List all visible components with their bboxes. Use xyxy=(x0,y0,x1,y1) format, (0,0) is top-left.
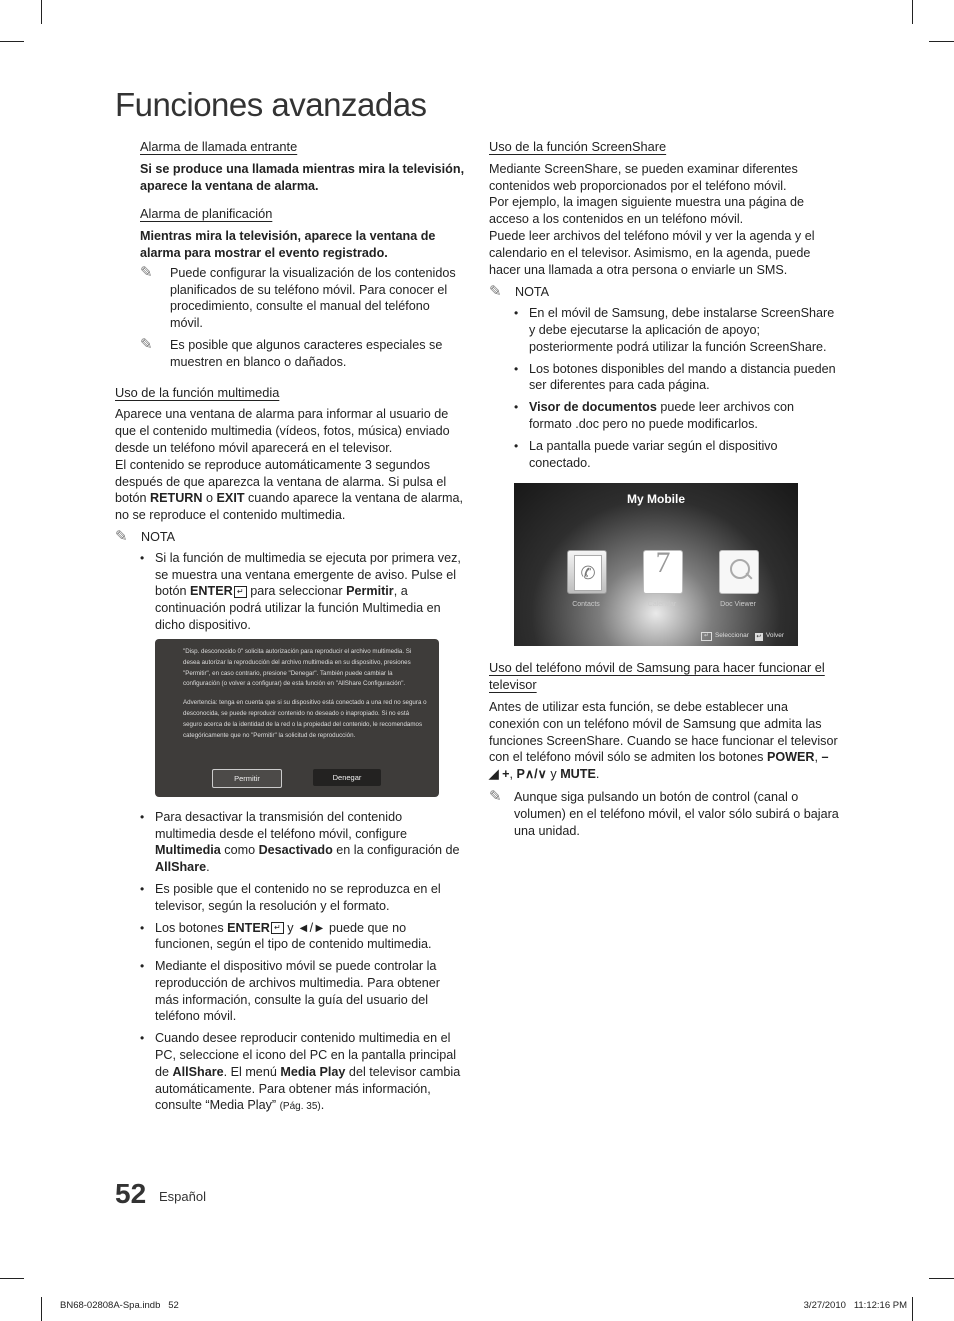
page-number: 52 xyxy=(115,1178,147,1209)
crop-mark xyxy=(41,0,42,24)
alarma-planificacion-section xyxy=(140,206,465,370)
calendar-label: Calendar xyxy=(647,601,677,609)
nota-label: NOTA xyxy=(515,285,550,300)
nota-label: NOTA xyxy=(141,529,176,544)
language-label: Español xyxy=(159,1189,206,1204)
nota-header xyxy=(489,284,839,301)
doc-viewer-label: Doc Viewer xyxy=(720,601,756,609)
denegar-button[interactable]: Denegar xyxy=(313,769,381,786)
note xyxy=(140,265,465,332)
list-item: • Los botones ENTER ↵ y ◄/► puede que no funcionen, según el tipo de contenido multimedia. xyxy=(140,920,465,954)
paragraph: El contenido se reproduce automáticamente 3 segundos después de que aparezca la ventana de alarma. Si pulsa el botón RETURN o EXIT cuando aparece la ventana de alarma, no se reproduce el contenido multimedia. xyxy=(115,457,463,523)
crop-mark xyxy=(912,0,913,24)
note-text: Puede configurar la visualización de los contenidos planificados de su teléfono móvil. Para conocer el procedimiento, consulte el manual del teléfono móvil. xyxy=(170,265,456,331)
my-mobile-footer: ↵ Seleccionar ↩ Volver xyxy=(701,628,784,645)
contacts-label: Contacts xyxy=(572,601,600,609)
footer-left: BN68-02808A-Spa.indb 52 xyxy=(60,1300,179,1311)
list-item: • Para desactivar la transmisión del contenido multimedia desde el teléfono móvil, configure Multimedia como Desactivado en la configuración de AllShare. xyxy=(140,809,465,876)
multimedia-bullets xyxy=(140,550,465,634)
crop-mark xyxy=(929,1278,954,1279)
pencil-icon: ✎ xyxy=(489,283,502,301)
list-item: • Cuando desee reproducir contenido multimedia en el PC, seleccione el icono del PC en la pantalla principal de AllShare. El menú Media Play del televisor cambia automáticamente. Para obtener más información, consulte “Media Play” (Pág. 35). xyxy=(140,1030,465,1116)
page-title: Funciones avanzadas xyxy=(115,86,427,123)
contacts-icon[interactable]: ✆ xyxy=(567,550,607,594)
list-item: • La pantalla puede variar según el dispositivo conectado. xyxy=(514,438,839,472)
permitir-button[interactable]: Permitir xyxy=(212,769,282,788)
section-heading: Uso de la función multimedia xyxy=(115,384,280,400)
paragraph: Aparece una ventana de alarma para informar al usuario de que el contenido multimedia (vídeos, fotos, música) enviado desde un teléfono móvil aparecerá en el televisor. xyxy=(115,407,450,455)
note-text: Es posible que algunos caracteres especiales se muestren en blanco o dañados. xyxy=(170,337,443,369)
multimedia-bullets-2 xyxy=(140,809,465,1117)
dialog-warning: Advertencia: tenga en cuenta que si su dispositivo está conectado a una red no segura o desconocida, se puede reproducir contenido no deseado o inapropiado. Si no está seguro acerca de la identidad de la red o la propiedad del contenido, le recomendamos categóricamente que no "Permitir" la solicitud de reproducción. xyxy=(183,699,427,740)
paragraph: Puede leer archivos del teléfono móvil y ver la agenda y el calendario en el televisor. Asimismo, en la agenda, puede hacer una llamada a otra persona o enviarle un SMS. xyxy=(489,228,815,277)
crop-mark xyxy=(41,1297,42,1321)
section-heading: Uso del teléfono móvil de Samsung para hacer funcionar el televisor xyxy=(489,660,825,693)
pencil-icon: ✎ xyxy=(115,527,128,545)
alarm-dialog xyxy=(155,639,439,797)
note xyxy=(489,789,839,839)
note-text: Aunque siga pulsando un botón de control (canal o volumen) en el teléfono móvil, el valor sólo subirá o bajara una unidad. xyxy=(514,789,839,838)
list-item: • Mediante el dispositivo móvil se puede controlar la reproducción de archivos multimedia. Para obtener más información, consulte la guía del usuario del teléfono móvil. xyxy=(140,958,465,1025)
section-heading: Uso de la función ScreenShare xyxy=(489,139,667,154)
list-item: • Si la función de multimedia se ejecuta por primera vez, se muestra una ventana emergente de aviso. Pulse el botón ENTER ↵ para seleccionar Permitir, a continuación podrá utilizar la función Multimedia en dicho dispositivo. xyxy=(140,550,465,634)
paragraph: Antes de utilizar esta función, se debe establecer una conexión con un teléfono móvil de Samsung que admita las funciones ScreenShare. Cuando se hace funcionar el televisor con el teléfono móvil sólo se admiten los botones POWER, – ◢ +, P∧/∨ y MUTE. xyxy=(489,699,838,782)
list-item: • En el móvil de Samsung, debe instalarse ScreenShare y debe ejecutarse la aplicación de apoyo; posteriormente podrá utilizar la función ScreenShare. xyxy=(514,305,839,355)
enter-icon: ↵ xyxy=(234,586,247,598)
paragraph: Mediante ScreenShare, se pueden examinar diferentes contenidos web proporcionados por el teléfono móvil. xyxy=(489,161,798,193)
exit-key: EXIT xyxy=(216,491,245,506)
dialog-text: "Disp. desconocido 0" solicita autorización para reproducir el archivo multimedia. Si desea autorizar la reproducción del archivo multimedia en su dispositivo, presiones "Permitir", en caso contrario, presione "Denegar". También puede cambiar la configuración (o volver a configurar) de esta función en "AllShare Configuración". xyxy=(183,647,412,688)
multimedia-section xyxy=(115,385,465,1117)
nota-header xyxy=(115,529,465,546)
note xyxy=(140,337,465,371)
list-item: • Visor de documentos puede leer archivos con formato .doc pero no puede modificarlos. xyxy=(514,399,839,433)
volume-icon: – ◢ + xyxy=(489,750,829,782)
screenshare-bullets xyxy=(514,305,839,471)
my-mobile-title: My Mobile xyxy=(626,492,685,507)
list-item: • Es posible que el contenido no se reproduzca en el televisor, según la resolución y el formato. xyxy=(140,881,465,915)
crop-mark xyxy=(912,1297,913,1321)
crop-mark xyxy=(929,41,954,42)
enter-icon: ↵ xyxy=(701,632,712,641)
channel-arrows-icon: ∧/∨ xyxy=(524,767,547,782)
list-item: • Los botones disponibles del mando a distancia pueden ser diferentes para cada página. xyxy=(514,361,839,395)
pencil-icon: ✎ xyxy=(140,263,153,281)
paragraph: Por ejemplo, la imagen siguiente muestra una página de acceso a los contenidos en un teléfono móvil. xyxy=(489,195,805,227)
section-body: Mientras mira la televisión, aparece la ventana de alarma para mostrar el evento registrado. xyxy=(140,229,436,260)
return-icon: ↩ xyxy=(756,633,762,640)
pencil-icon: ✎ xyxy=(489,787,502,805)
doc-viewer-icon[interactable] xyxy=(719,550,759,594)
my-mobile-screenshot xyxy=(514,483,798,646)
alarma-llamada-section xyxy=(140,139,465,194)
pencil-icon: ✎ xyxy=(140,335,153,353)
enter-icon: ↵ xyxy=(271,922,284,934)
right-column xyxy=(489,139,839,839)
left-column xyxy=(115,139,465,1121)
section-heading: Alarma de planificación xyxy=(140,206,273,222)
return-key: RETURN xyxy=(150,491,203,506)
calendar-icon[interactable]: 7 xyxy=(643,550,683,594)
footer-right: 3/27/2010 11:12:16 PM xyxy=(803,1300,907,1311)
crop-mark xyxy=(0,1278,24,1279)
section-heading: Alarma de llamada entrante xyxy=(140,139,298,154)
crop-mark xyxy=(0,41,24,42)
section-body: Si se produce una llamada mientras mira la televisión, aparece la ventana de alarma. xyxy=(140,161,465,193)
